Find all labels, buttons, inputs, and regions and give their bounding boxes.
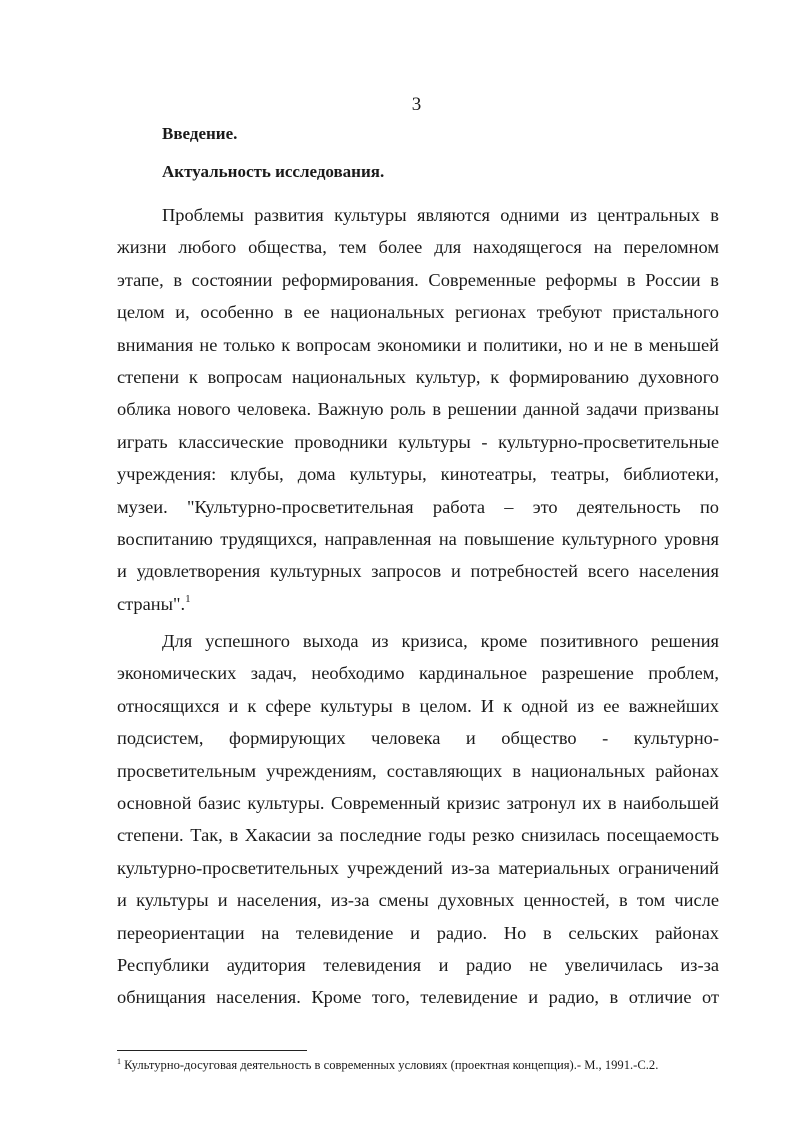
paragraph-line: воспитанию трудящихся, направленная на повышение культурного уровня <box>117 529 719 550</box>
paragraph-line: Республики аудитория телевидения и радио не увеличилась из-за <box>117 955 719 976</box>
paragraph-line: подсистем, формирующих человека и общество - культурно- <box>117 728 719 749</box>
paragraph-line: степени. Так, в Хакасии за последние годы резко снизилась посещаемость <box>117 825 719 846</box>
paragraph-line: просветительным учреждениям, составляющих в национальных районах <box>117 760 719 781</box>
paragraph-line: и удовлетворения культурных запросов и потребностей всего населения <box>117 561 719 582</box>
page-number: 3 <box>411 94 422 115</box>
paragraph-line: жизни любого общества, тем более для находящегося на переломном <box>117 237 719 258</box>
paragraph-line: и культуры и населения, из-за смены духовных ценностей, в том числе <box>117 890 719 911</box>
paragraph-line: целом и, особенно в ее национальных регионах требуют пристального <box>117 302 719 323</box>
footnote-number: 1 <box>117 1057 121 1066</box>
paragraph-line-text: страны". <box>117 593 186 614</box>
paragraph-line: основной базис культуры. Современный кризис затронул их в наибольшей <box>117 793 719 814</box>
paragraph-line: этапе, в состоянии реформирования. Современные реформы в России в <box>117 269 719 290</box>
paragraph-line: музеи. "Культурно-просветительная работа – это деятельность по <box>117 496 719 517</box>
paragraph-line: Проблемы развития культуры являются одними из центральных в <box>162 205 719 225</box>
paragraph-line: степени к вопросам национальных культур, к формированию духовного <box>117 367 719 388</box>
paragraph-line: Для успешного выхода из кризиса, кроме позитивного решения <box>162 631 719 651</box>
footnote <box>117 1058 727 1073</box>
paragraph-1 <box>117 199 719 620</box>
footnote-text: Культурно-досуговая деятельность в современных условиях (проектная концепция).- М., 1991.-С.2. <box>124 1058 659 1072</box>
paragraph-line: обнищания населения. Кроме того, телевидение и радио, в отличие от <box>117 987 719 1008</box>
paragraph-line: переориентации на телевидение и радио. Но в сельских районах <box>117 922 719 943</box>
introduction-heading: Введение. <box>162 124 238 143</box>
paragraph-last-line <box>117 588 719 620</box>
paragraph-2 <box>117 625 719 1014</box>
paragraph-line: облика нового человека. Важную роль в решении данной задачи призваны <box>117 399 719 420</box>
paragraph-line: относящихся и к сфере культуры в целом. И к одной из ее важнейших <box>117 695 719 716</box>
paragraph-line: экономических задач, необходимо кардинальное разрешение проблем, <box>117 663 719 684</box>
paragraph-line: внимания не только к вопросам экономики и политики, но и не в меньшей <box>117 334 719 355</box>
paragraph-line: культурно-просветительных учреждений из-за материальных ограничений <box>117 857 719 878</box>
footnote-divider <box>117 1050 307 1051</box>
paragraph-line: учреждения: клубы, дома культуры, кинотеатры, театры, библиотеки, <box>117 464 719 485</box>
relevance-heading: Актуальность исследования. <box>162 162 385 181</box>
paragraph-line: играть классические проводники культуры - культурно-просветительные <box>117 431 719 452</box>
footnote-reference[interactable]: 1 <box>185 592 191 605</box>
